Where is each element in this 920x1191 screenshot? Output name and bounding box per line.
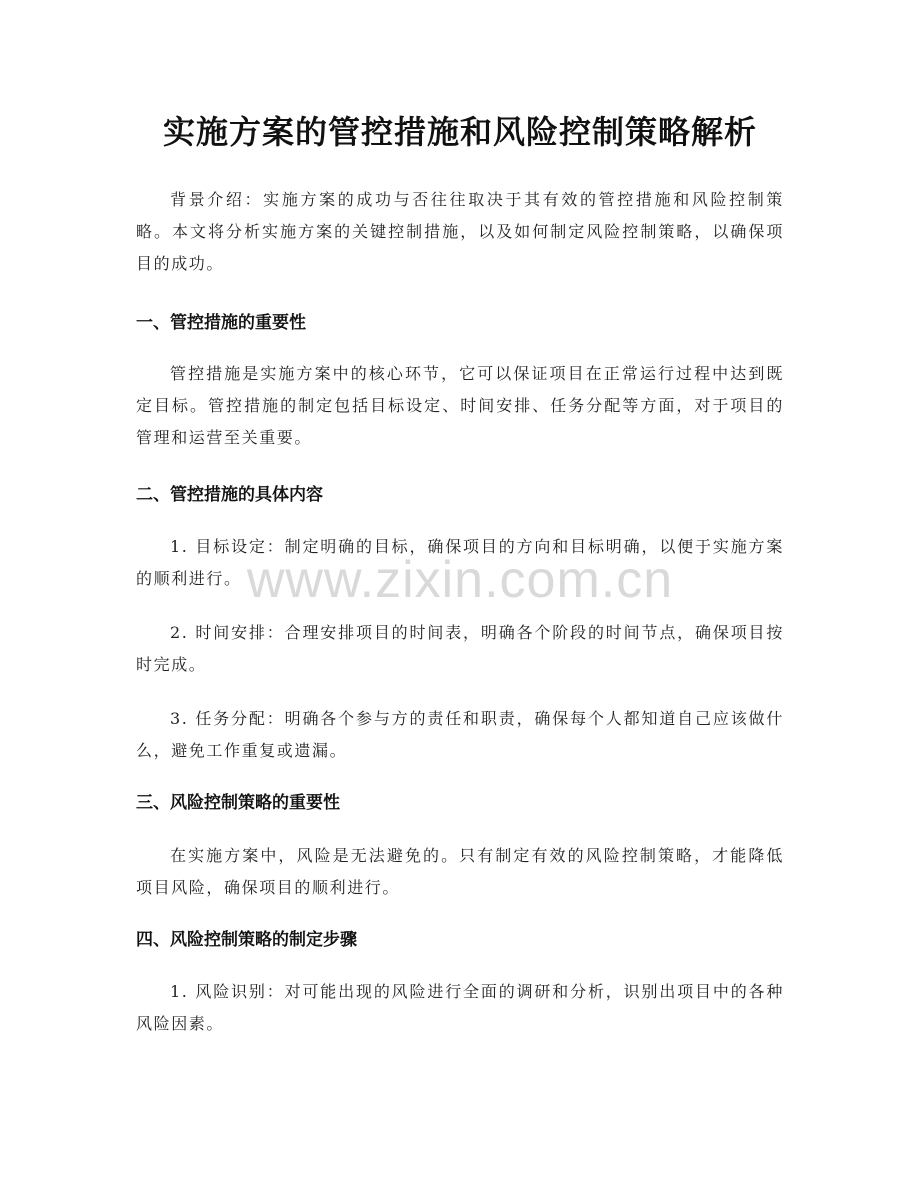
- section-4-item-1: 1. 风险识别：对可能出现的风险进行全面的调研和分析，识别出项目中的各种风险因素。: [136, 982, 784, 1033]
- section-3-paragraph-1: 在实施方案中，风险是无法避免的。只有制定有效的风险控制策略，才能降低项目风险，确保项目的顺利进行。: [136, 846, 784, 897]
- section-heading-4: 四、风险控制策略的制定步骤: [136, 930, 357, 950]
- section-2-item-2: 2. 时间安排：合理安排项目的时间表，明确各个阶段的时间节点，确保项目按时完成。: [136, 623, 784, 674]
- section-heading-2: 二、管控措施的具体内容: [136, 485, 323, 505]
- section-heading-3: 三、风险控制策略的重要性: [136, 793, 340, 813]
- intro-paragraph: 背景介绍：实施方案的成功与否往往取决于其有效的管控措施和风险控制策略。本文将分析实施方案的关键控制措施，以及如何制定风险控制策略，以确保项目的成功。: [136, 190, 784, 273]
- watermark-text: www.zixin.com.cn: [246, 551, 674, 609]
- section-2-item-1: 1. 目标设定：制定明确的目标，确保项目的方向和目标明确，以便于实施方案的顺利进行。: [136, 537, 784, 588]
- section-1-paragraph-1: 管控措施是实施方案中的核心环节，它可以保证项目在正常运行过程中达到既定目标。管控措施的制定包括目标设定、时间安排、任务分配等方面，对于项目的管理和运营至关重要。: [136, 364, 784, 447]
- section-2-item-3: 3. 任务分配：明确各个参与方的责任和职责，确保每个人都知道自己应该做什么，避免工作重复或遗漏。: [136, 709, 784, 760]
- document-title: 实施方案的管控措施和风险控制策略解析: [162, 113, 757, 151]
- section-heading-1: 一、管控措施的重要性: [136, 313, 306, 333]
